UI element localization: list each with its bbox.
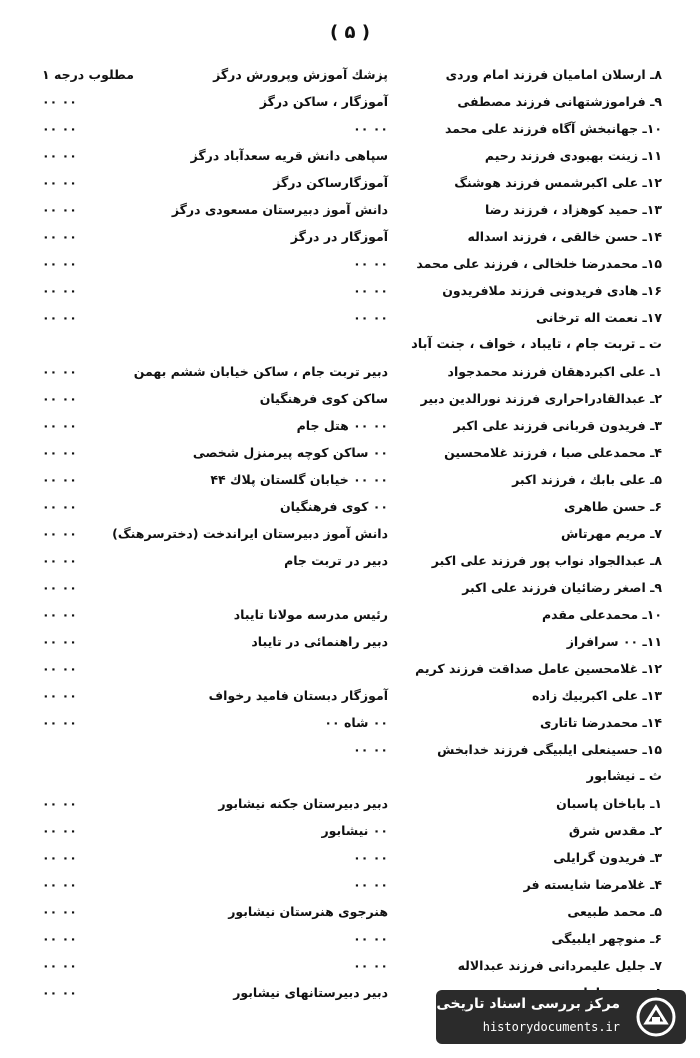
entry-name: ۵ـ محمد طبيعى: [567, 904, 662, 919]
entry-address: هنرجوى هنرستان نيشابور: [228, 904, 388, 919]
entry-name: ۵ـ على بابك ، فرزند اكبر: [512, 472, 662, 487]
entry-row: [0, 116, 700, 143]
entry-row: [0, 305, 700, 332]
entry-address: پزشك آموزش وپرورش درگز: [213, 67, 388, 82]
entry-name: ۱۲ـ غلامحسين عامل صداقت فرزند كريم: [415, 661, 662, 676]
entry-name: ۸ـ عبدالجواد نواب پور فرزند على اكبر: [431, 553, 662, 568]
entry-row: [0, 278, 700, 305]
entry-rating: ۰۰ ۰۰: [42, 634, 77, 649]
entry-row: [0, 845, 700, 872]
entry-row: [0, 224, 700, 251]
watermark-url: historydocuments.ir: [482, 1020, 620, 1034]
entry-row: [0, 251, 700, 278]
section-header: [0, 332, 700, 359]
entry-address: ۰۰ نيشابور: [321, 823, 388, 838]
entry-row: [0, 494, 700, 521]
section-header: [0, 764, 700, 791]
entry-row: [0, 602, 700, 629]
entry-address: ۰۰ ساكن كوچه پيرمنزل شخصى: [192, 445, 388, 460]
entry-rating: ۰۰ ۰۰: [42, 526, 77, 541]
entry-rating: ۰۰ ۰۰: [42, 229, 77, 244]
entry-rating: ۰۰ ۰۰: [42, 877, 77, 892]
entry-rating: ۰۰ ۰۰: [42, 391, 77, 406]
entry-row: [0, 521, 700, 548]
entry-address: رئيس مدرسه مولانا تايباد: [233, 607, 388, 622]
entry-name: ۷ـ جليل عليمردانى فرزند عبدالاله: [457, 958, 662, 973]
entry-rating: ۰۰ ۰۰: [42, 175, 77, 190]
entry-address: دانش آموز دبيرستان مسعودى درگز: [171, 202, 388, 217]
entry-row: [0, 791, 700, 818]
entry-address: ۰۰ ۰۰: [353, 877, 388, 892]
entry-rating: ۰۰ ۰۰: [42, 121, 77, 136]
entry-name: ۱ـ باباخان پاسبان: [556, 796, 662, 811]
entry-address: ۰۰ ۰۰: [353, 850, 388, 865]
entry-address: ۰۰ ۰۰ هتل جام: [296, 418, 388, 433]
entry-row: [0, 386, 700, 413]
entry-row: [0, 62, 700, 89]
entry-address: آموزگارساكن درگز: [273, 175, 388, 190]
entries-list: [0, 62, 700, 1007]
archive-logo-icon: [636, 997, 676, 1037]
entry-name: ۳ـ فريدون گرايلى: [553, 850, 662, 865]
entry-name: ۱۴ـ محمدرضا تاتارى: [540, 715, 662, 730]
entry-rating: ۰۰ ۰۰: [42, 283, 77, 298]
entry-name: ۱۵ـ محمدرضا خلخالى ، فرزند على محمد: [416, 256, 662, 271]
entry-name: ۱۱ـ زينت بهبودى فرزند رحيم: [484, 148, 662, 163]
entry-rating: ۰۰ ۰۰: [42, 823, 77, 838]
entry-row: [0, 953, 700, 980]
entry-rating: ۰۰ ۰۰: [42, 202, 77, 217]
entry-address: ساكن كوى فرهنگيان: [259, 391, 388, 406]
entry-row: [0, 548, 700, 575]
entry-row: [0, 89, 700, 116]
entry-name: ۲ـ عبدالقادراحرارى فرزند نورالدين دبير: [420, 391, 662, 406]
entry-rating: ۰۰ ۰۰: [42, 958, 77, 973]
entry-row: [0, 170, 700, 197]
entry-address: ۰۰ ۰۰: [353, 958, 388, 973]
entry-rating: ۰۰ ۰۰: [42, 985, 77, 1000]
entry-name: ۶ـ منوچهر ايلبيگى: [551, 931, 662, 946]
entry-row: [0, 413, 700, 440]
entry-rating: ۰۰ ۰۰: [42, 580, 77, 595]
entry-rating: ۰۰ ۰۰: [42, 148, 77, 163]
entry-rating: ۰۰ ۰۰: [42, 256, 77, 271]
entry-rating: ۰۰ ۰۰: [42, 715, 77, 730]
entry-name: ۱۰ـ جهانبخش آگاه فرزند على محمد: [444, 121, 662, 136]
entry-row: [0, 683, 700, 710]
entry-name: ۱۲ـ على اكبرشمس فرزند هوشنگ: [454, 175, 662, 190]
entry-address: ۰۰ كوى فرهنگيان: [280, 499, 388, 514]
entry-row: [0, 899, 700, 926]
entry-address: ۰۰ ۰۰: [353, 283, 388, 298]
entry-name: ۱ـ على اكبردهقان فرزند محمدجواد: [447, 364, 662, 379]
entry-rating: ۰۰ ۰۰: [42, 472, 77, 487]
entry-rating: ۰۰ ۰۰: [42, 931, 77, 946]
entry-row: [0, 818, 700, 845]
watermark-title: مرکز بررسی اسناد تاریخی: [436, 996, 620, 1012]
entry-rating: ۰۰ ۰۰: [42, 607, 77, 622]
entry-rating: ۰۰ ۰۰: [42, 310, 77, 325]
entry-name: ۹ـ اصغر رضائيان فرزند على اكبر: [462, 580, 662, 595]
entry-row: [0, 440, 700, 467]
entry-rating: ۰۰ ۰۰: [42, 688, 77, 703]
entry-name: ۸ـ ارسلان اماميان فرزند امام وردى: [445, 67, 662, 82]
entry-address: ۰۰ ۰۰: [353, 121, 388, 136]
entry-row: [0, 926, 700, 953]
entry-address: ۰۰ ۰۰: [353, 310, 388, 325]
entry-address: دبير راهنمائى در تايباد: [251, 634, 388, 649]
entry-name: ۴ـ غلامرضا شايسته فر: [523, 877, 662, 892]
entry-row: [0, 629, 700, 656]
entry-row: [0, 656, 700, 683]
entry-name: ۱۷ـ نعمت اله ترخانى: [535, 310, 662, 325]
entry-address: ۰۰ ۰۰: [353, 256, 388, 271]
entry-name: ۹ـ فراموزشتهانى فرزند مصطفى: [457, 94, 662, 109]
entry-address: دبير در تربت جام: [284, 553, 388, 568]
entry-name: ۷ـ مريم مهرتاش: [560, 526, 662, 541]
entry-rating: ۰۰ ۰۰: [42, 418, 77, 433]
entry-name: ۱۱ـ ۰۰ سرافراز: [566, 634, 662, 649]
section-title: ث ـ نيشابور: [586, 769, 662, 784]
entry-name: ۱۴ـ حسن خالقى ، فرزند اسداله: [467, 229, 662, 244]
entry-row: [0, 710, 700, 737]
entry-address: آموزگار دبستان فاميد رخواف: [208, 688, 388, 703]
entry-address: ۰۰ ۰۰ خيابان گلستان پلاك ۴۴: [210, 472, 388, 487]
page-number: ( ۵ ): [330, 22, 370, 43]
entry-rating: ۰۰ ۰۰: [42, 850, 77, 865]
entry-address: دبير دبيرستان جكنه نيشابور: [218, 796, 388, 811]
section-title: ت ـ تربت جام ، تايباد ، خواف ، جنت آباد: [411, 337, 662, 352]
entry-address: ۰۰ ۰۰: [353, 742, 388, 757]
entry-row: [0, 737, 700, 764]
entry-name: ۱۶ـ هادى فريدونى فرزند ملافريدون: [442, 283, 662, 298]
entry-row: [0, 467, 700, 494]
entry-name: ۱۳ـ على اكبربيك زاده: [531, 688, 662, 703]
entry-row: [0, 872, 700, 899]
entry-rating: ۰۰ ۰۰: [42, 94, 77, 109]
entry-name: ۱۰ـ محمدعلى مقدم: [542, 607, 662, 622]
entry-rating: ۰۰ ۰۰: [42, 661, 77, 676]
entry-rating: ۰۰ ۰۰: [42, 364, 77, 379]
entry-address: دبير تربت جام ، ساكن خيابان ششم بهمن: [133, 364, 388, 379]
entry-address: ۰۰ ۰۰: [353, 931, 388, 946]
entry-row: [0, 575, 700, 602]
archive-watermark: [436, 990, 686, 1044]
entry-row: [0, 359, 700, 386]
entry-row: [0, 197, 700, 224]
entry-name: ۴ـ محمدعلى صبا ، فرزند غلامحسين: [444, 445, 662, 460]
entry-name: ۲ـ مقدس شرق: [568, 823, 662, 838]
entry-rating: ۰۰ ۰۰: [42, 499, 77, 514]
entry-rating: ۰۰ ۰۰: [42, 553, 77, 568]
entry-address: ۰۰ شاه ۰۰: [324, 715, 388, 730]
entry-address: دبير دبيرستانهاى نيشابور: [233, 985, 388, 1000]
entry-address: دانش آموز دبيرستان ايراندخت (دخترسرهنگ): [112, 526, 388, 541]
entry-name: ۱۵ـ حسينعلى ايلبيگى فرزند خدابخش: [437, 742, 662, 757]
entry-address: آموزگار ، ساكن درگز: [259, 94, 388, 109]
entry-rating: ۰۰ ۰۰: [42, 445, 77, 460]
entry-address: آموزگار در درگز: [290, 229, 388, 244]
entry-name: ۱۳ـ حميد كوهزاد ، فرزند رضا: [484, 202, 662, 217]
entry-name: ۶ـ حسن طاهرى: [564, 499, 662, 514]
entry-row: [0, 143, 700, 170]
entry-name: ۳ـ فريدون قربانى فرزند على اكبر: [453, 418, 662, 433]
entry-rating: مطلوب درجه ۱: [42, 67, 134, 82]
entry-rating: ۰۰ ۰۰: [42, 796, 77, 811]
entry-address: سپاهى دانش قريه سعدآباد درگز: [190, 148, 388, 163]
entry-rating: ۰۰ ۰۰: [42, 904, 77, 919]
